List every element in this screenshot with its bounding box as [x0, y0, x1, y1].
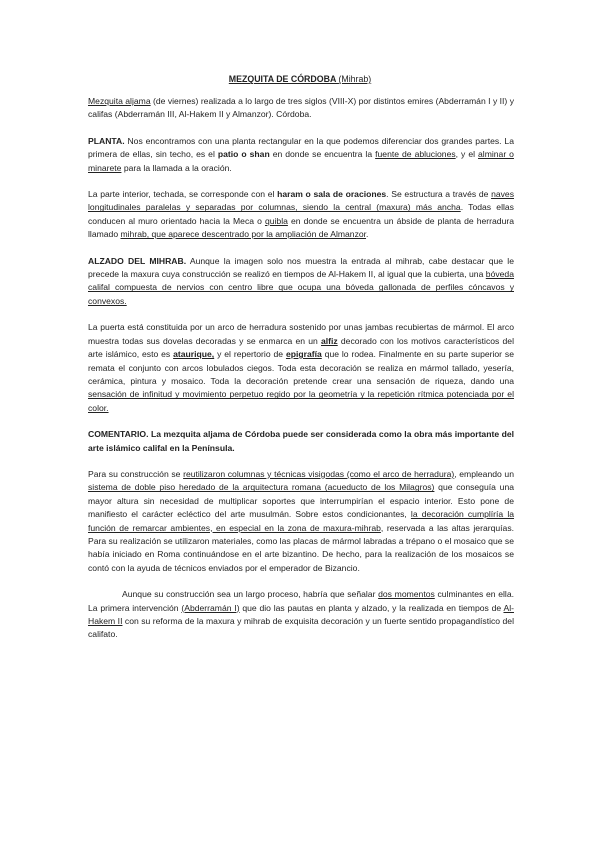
- paragraph-comentario: [88, 428, 514, 455]
- text-span: decorado con los motivos característicos del arte islámico, esto es: [88, 335, 514, 360]
- text-span: Nos encontramos con una planta rectangular en la que podemos diferenciar dos grandes partes. La primera de ellas, sin techo, es el: [88, 135, 514, 160]
- term-ataurique: ataurique,: [173, 349, 215, 360]
- paragraph-intro: [88, 95, 514, 122]
- term-boveda: bóveda califal compuesta de nervios con centro libre que ocupa una bóveda gallonada de perfiles cóncavos y convexos.: [88, 269, 514, 306]
- text-span: La parte interior, techada, se corresponde con el: [88, 189, 278, 200]
- term-naves: naves longitudinales paralelas y separadas por columnas, siendo la central (maxura) más ancha: [88, 189, 514, 213]
- paragraph-alzado: [88, 255, 514, 309]
- text-span: que dio las pautas en planta y alzado, y la realizada en tiempos de: [239, 602, 504, 613]
- paragraph-interior: [88, 188, 514, 242]
- term-fuente: fuente de abluciones: [375, 149, 456, 160]
- term-al-hakem: Al-Hakem II: [88, 602, 514, 626]
- text-span: que conseguía una mayor altura sin necesidad de multiplicar soportes que interrumpirían el espacio interior. Esto pone de manifiesto el carácter ecléctico del arte musulmán. Sobre estos condicionantes,: [88, 482, 514, 520]
- text-span: , reservada a las altas jerarquías. Para su realización se utilizaron materiales, como las placas de mármol labradas a trépano o el mosaico que se había iniciado en Roma continuándose en el arte bizantino. De hecho, para la realización de los mosaicos se contó con la ayuda de técnicos enviados por el emperador de Bizancio.: [88, 522, 514, 573]
- term-mihrab: mihrab, que aparece descentrado por la ampliación de Almanzor: [120, 229, 367, 240]
- term-abderraman: (Abderramán I): [181, 602, 240, 613]
- text-span: , y el: [455, 149, 479, 160]
- title-sub: (Mihrab): [338, 74, 372, 84]
- term-alfiz: alfiz: [321, 335, 338, 346]
- term-decoracion: la decoración cumplíría la función de remarcar ambientes, en especial en la zona de maxura-mihrab: [88, 509, 515, 533]
- text-span: que lo rodea. Finalmente en su parte superior se remata el conjunto con arcos lobulados ciegos. Toda esta decoración se realiza en mármol tallado, yesería, cerámica, pintura y mosaico. Toda la decoración pretende crear una sensación de riqueza, dando una: [88, 349, 515, 386]
- document-body: [88, 95, 514, 655]
- paragraph-construccion: [88, 468, 514, 575]
- term-reutilizaron: reutilizaron columnas y técnicas visigodas (como el arco de herradura): [183, 468, 455, 479]
- text-span: La puerta está constituida por un arco de herradura sostenido por unas jambas recubiertas de mármol. El arco muestra todas sus dovelas decoradas y se enmarca en un: [88, 322, 514, 346]
- text-span: en donde se encuentra la: [269, 149, 376, 160]
- text-span: . Todas ellas conducen al muro orientado hacia la Meca o: [88, 202, 514, 226]
- page-title: [0, 73, 600, 86]
- text-span: (de viernes) realizada a lo largo de tres siglos (VIII-X) por distintos emires (Abderramán I y II) y califas (Abderramán III, Al-Hakem II y Almanzor). Córdoba.: [88, 96, 514, 120]
- text-span: culminantes en ella. La primera intervención: [88, 589, 514, 613]
- section-heading-planta: PLANTA.: [88, 135, 125, 146]
- term-mezquita-aljama: Mezquita aljama: [88, 96, 151, 106]
- term-haram: haram o sala de oraciones: [277, 189, 387, 200]
- paragraph-momentos: [88, 588, 514, 642]
- term-sensacion: sensación de infinitud y movimiento perpetuo regido por la geometría y la repetición rítmica potenciada por el color.: [88, 389, 514, 413]
- text-span: con su reforma de la maxura y mihrab de exquisita decoración y un fuerte sentido propagandístico del califato.: [88, 616, 514, 640]
- term-quibla: quibla: [264, 215, 288, 226]
- text-span: . Se estructura a través de: [386, 189, 492, 200]
- paragraph-puerta: [88, 321, 514, 415]
- text-span: y el repertorio de: [214, 349, 286, 360]
- term-doble-piso: sistema de doble piso heredado de la arquitectura romana (acueducto de los Milagros): [88, 482, 435, 493]
- term-patio: patio o shan: [217, 149, 270, 160]
- term-epigrafia: epigrafía: [285, 349, 322, 360]
- text-span: Aunque la imagen solo nos muestra la entrada al mihrab, cabe destacar que le precede la maxura cuya construcción se realizó en tiempos de Al-Hakem II, al igual que la cubierta, una: [88, 255, 514, 280]
- text-span: , empleando un: [454, 468, 514, 479]
- comentario-text: La mezquita aljama de Córdoba puede ser considerada como la obra más importante del arte islámico califal en la Península.: [88, 429, 514, 453]
- section-heading-comentario: COMENTARIO.: [88, 429, 149, 440]
- paragraph-planta: [88, 135, 514, 175]
- text-span: Para su construcción se: [88, 468, 184, 479]
- text-span: Aunque su construcción sea un largo proceso, habría que señalar: [122, 589, 379, 600]
- term-alminar: alminar o minarete: [88, 149, 514, 173]
- text-span: para la llamada a la oración.: [121, 162, 232, 173]
- text-span: .: [366, 229, 369, 240]
- section-heading-alzado: ALZADO DEL MIHRAB.: [88, 255, 187, 266]
- text-span: en donde se encuentra un ábside de planta de herradura llamado: [88, 215, 514, 240]
- title-main: MEZQUITA DE CÓRDOBA: [228, 74, 336, 84]
- term-dos-momentos: dos momentos: [378, 589, 435, 600]
